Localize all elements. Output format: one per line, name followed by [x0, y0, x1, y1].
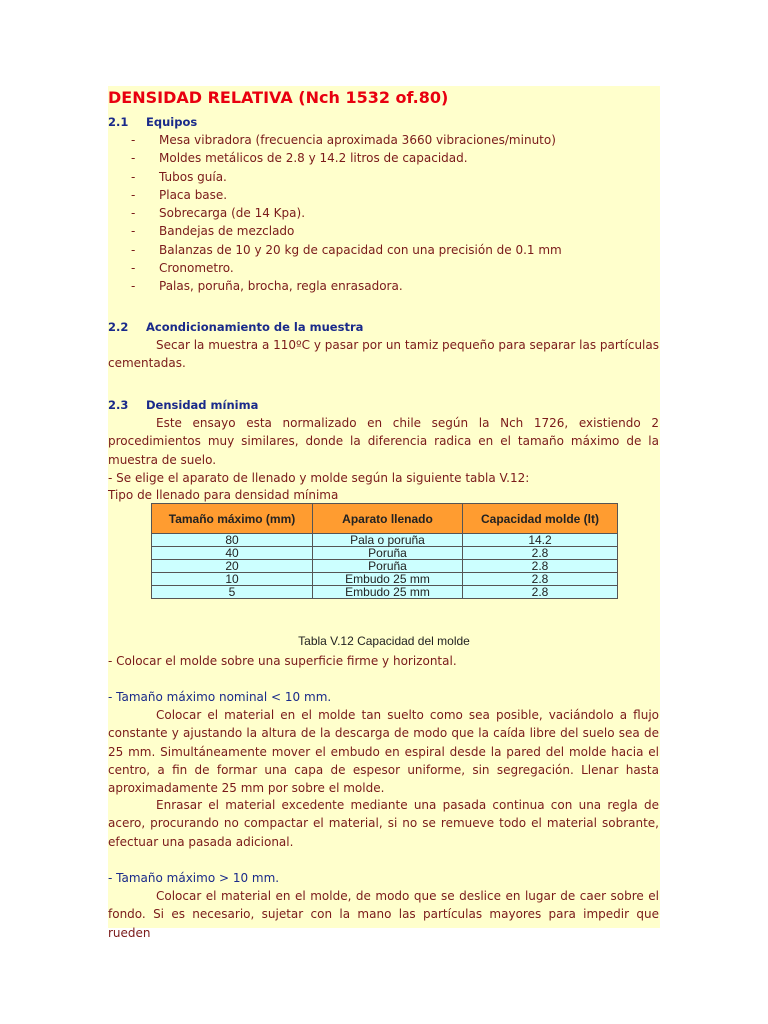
table-header-cell: Aparato llenado	[313, 504, 463, 534]
paragraph	[108, 706, 659, 797]
list-item: - Bandejas de mezclado	[108, 222, 660, 240]
table-row	[152, 560, 618, 573]
table-cell: Poruña	[313, 560, 463, 573]
list-item: - Moldes metálicos de 2.8 y 14.2 litros de capacidad.	[108, 149, 660, 167]
section-number: 2.2	[108, 320, 129, 334]
section-heading-densidad-minima	[108, 396, 258, 414]
equipment-list	[108, 131, 660, 296]
paragraph	[108, 796, 659, 851]
list-item: - Cronometro.	[108, 259, 660, 277]
table-cell: Poruña	[313, 547, 463, 560]
table-caption: Tabla V.12 Capacidad del molde	[298, 634, 470, 648]
table-cell: 2.8	[463, 547, 618, 560]
table-cell: 5	[152, 586, 313, 599]
list-item: - Sobrecarga (de 14 Kpa).	[108, 204, 660, 222]
list-item: - Placa base.	[108, 186, 660, 204]
paragraph-text: Secar la muestra a 110ºC y pasar por un tamiz pequeño para separar las partículas cementadas.	[108, 338, 659, 371]
instruction-line: - Se elige el aparato de llenado y molde según la siguiente tabla V.12:	[108, 471, 530, 485]
subheading-small-size: - Tamaño máximo nominal < 10 mm.	[108, 690, 332, 704]
table-cell: Pala o poruña	[313, 534, 463, 547]
section-title: Equipos	[146, 115, 198, 129]
section-title: Acondicionamiento de la muestra	[146, 320, 364, 334]
table-cell: 2.8	[463, 560, 618, 573]
instruction-line: - Colocar el molde sobre una superficie firme y horizontal.	[108, 654, 457, 668]
list-item: - Tubos guía.	[108, 168, 660, 186]
table-cell: 10	[152, 573, 313, 586]
table-cell: Embudo 25 mm	[313, 586, 463, 599]
list-item: - Balanzas de 10 y 20 kg de capacidad con una precisión de 0.1 mm	[108, 241, 660, 259]
table-row	[152, 534, 618, 547]
table-row	[152, 547, 618, 560]
paragraph	[108, 336, 659, 373]
section-number: 2.1	[108, 115, 129, 129]
list-item: - Palas, poruña, brocha, regla enrasadora.	[108, 277, 660, 295]
table-cell: 2.8	[463, 586, 618, 599]
section-title: Densidad mínima	[146, 398, 259, 412]
table-cell: 2.8	[463, 573, 618, 586]
paragraph	[108, 414, 659, 469]
table-cell: 40	[152, 547, 313, 560]
table-row	[152, 586, 618, 599]
table-intro: Tipo de llenado para densidad mínima	[108, 488, 339, 502]
table-row	[152, 573, 618, 586]
section-number: 2.3	[108, 398, 129, 412]
paragraph-text: Colocar el material en el molde, de modo que se deslice en lugar de caer sobre el fondo. Si es necesario, sujetar con la mano las partículas mayores para impedir que rueden	[108, 889, 659, 940]
table-cell: 80	[152, 534, 313, 547]
subheading-large-size: - Tamaño máximo > 10 mm.	[108, 871, 280, 885]
table-header-cell: Tamaño máximo (mm)	[152, 504, 313, 534]
paragraph	[108, 887, 659, 940]
section-heading-acondicionamiento	[108, 318, 363, 336]
table-cell: Embudo 25 mm	[313, 573, 463, 586]
paragraph-text: Enrasar el material excedente mediante una pasada continua con una regla de acero, procurando no compactar el material, si no se remueve todo el material sobrante, efectuar una pasada adicional.	[108, 798, 659, 849]
document-title: DENSIDAD RELATIVA (Nch 1532 of.80)	[108, 88, 449, 107]
table-header-row	[152, 504, 618, 534]
list-item: - Mesa vibradora (frecuencia aproximada 3660 vibraciones/minuto)	[108, 131, 660, 149]
paragraph-text: Este ensayo esta normalizado en chile según la Nch 1726, existiendo 2 procedimientos muy similares, donde la diferencia radica en el tamaño máximo de la muestra de suelo.	[108, 416, 659, 467]
paragraph-text: Colocar el material en el molde tan suelto como sea posible, vaciándolo a flujo constante y ajustando la altura de la descarga de modo que la caída libre del suelo sea de 25 mm. Simultáneamente mover el embudo en espiral desde la pared del molde hacia el centro, a fin de formar una capa de espesor uniforme, sin segregación. Llenar hasta aproximadamente 25 mm por sobre el molde.	[108, 708, 659, 796]
table-header-cell: Capacidad molde (lt)	[463, 504, 618, 534]
filling-table	[151, 503, 618, 599]
table-cell: 20	[152, 560, 313, 573]
section-heading-equipos	[108, 113, 197, 131]
document-page	[108, 86, 660, 940]
table-cell: 14.2	[463, 534, 618, 547]
